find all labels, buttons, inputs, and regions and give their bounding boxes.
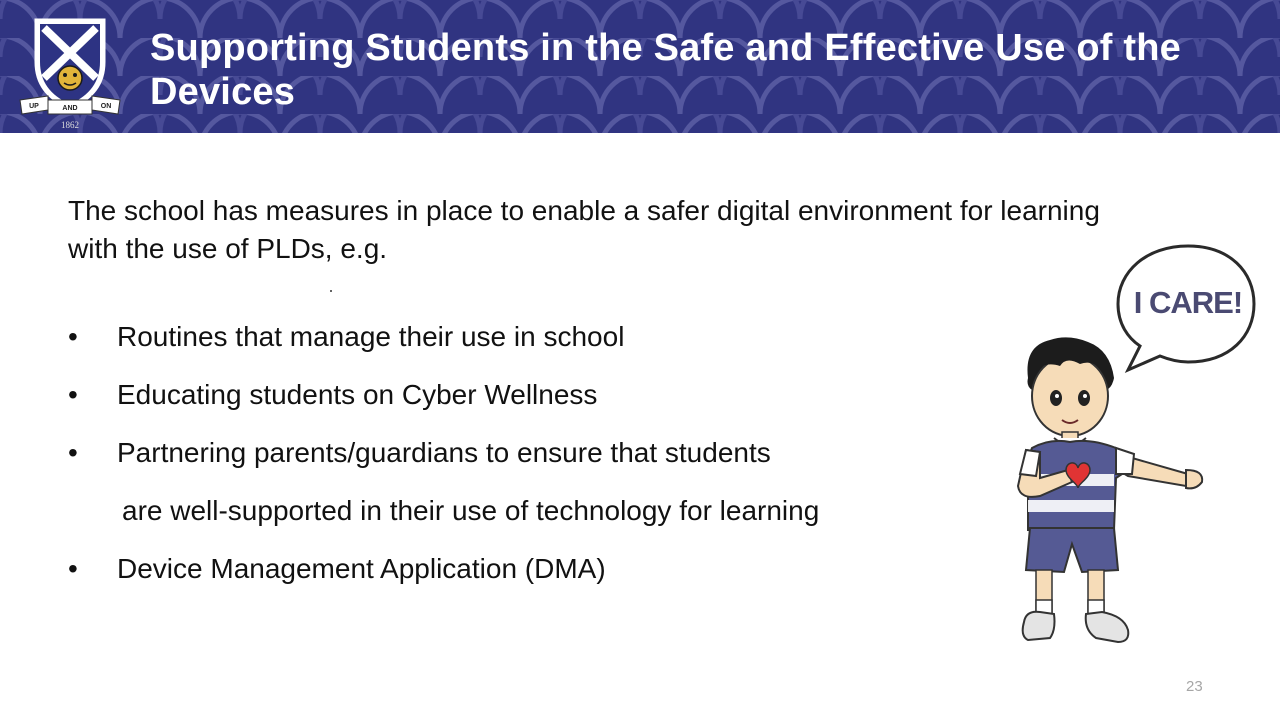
crest-motto-on: ON [100, 103, 112, 110]
list-item-text: Partnering parents/guardians to ensure that students [117, 437, 771, 468]
speech-bubble-text: I CARE! [1133, 285, 1243, 320]
right-shoe [1086, 612, 1129, 642]
bullet-marker: • [68, 437, 78, 468]
list-item [68, 376, 819, 434]
page-number: 23 [1186, 678, 1203, 695]
bullet-marker: • [68, 321, 78, 352]
bullet-marker: • [68, 379, 78, 410]
list-item-text: Device Management Application (DMA) [117, 553, 606, 584]
shorts [1026, 528, 1118, 572]
list-item [68, 550, 819, 608]
slide-title: Supporting Students in the Safe and Effective Use of the Devices [150, 27, 1181, 113]
list-item-continuation [68, 492, 819, 550]
list-item [68, 318, 819, 376]
header-banner [0, 0, 1280, 133]
crest-year: 1862 [61, 120, 79, 130]
list-item-text: Educating students on Cyber Wellness [117, 379, 598, 410]
crest-motto-and: AND [62, 105, 78, 112]
list-item-text: are well-supported in their use of technology for learning [122, 495, 820, 526]
intro-text: The school has measures in place to enable a safer digital environment for learning with the use of PLDs, e.g. [68, 195, 1100, 264]
list-item-text: Routines that manage their use in school [117, 321, 625, 352]
school-crest-icon [18, 16, 122, 132]
crest-motto-up: UP [29, 103, 39, 110]
bullet-marker: • [68, 553, 78, 584]
boy-mascot-illustration [1010, 238, 1260, 658]
stray-dot [330, 290, 332, 292]
list-item [68, 434, 819, 492]
measures-list [68, 318, 819, 608]
left-shoe [1023, 612, 1055, 640]
